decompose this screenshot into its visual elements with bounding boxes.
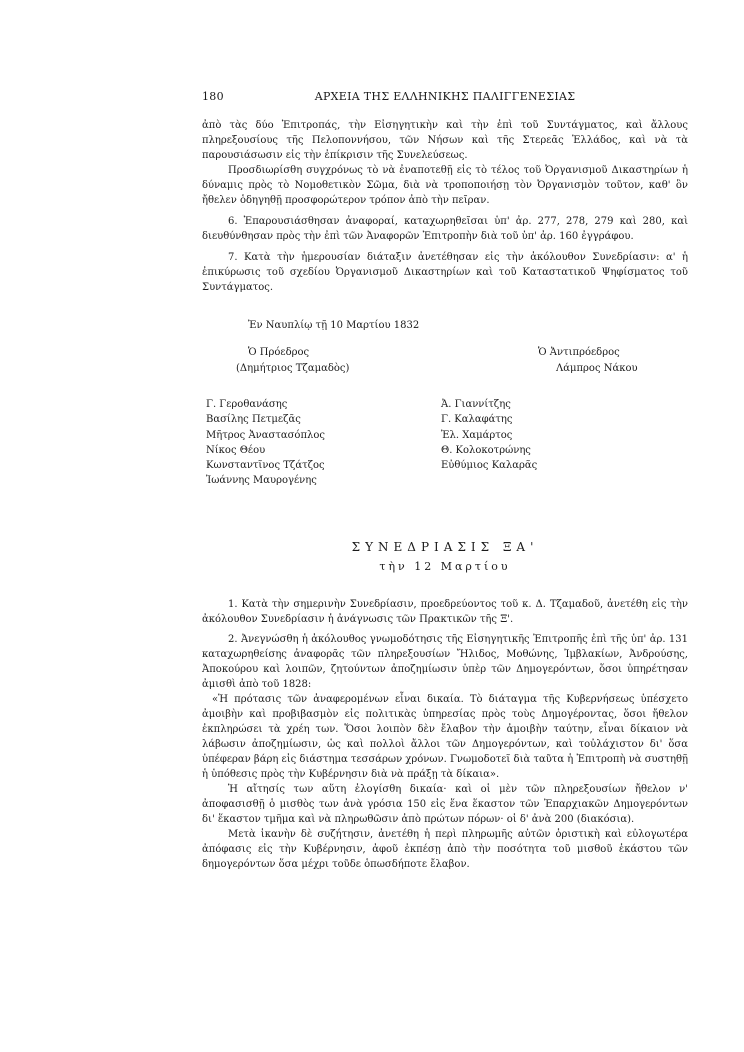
signatory: Θ. Κολοκοτρώνης bbox=[441, 444, 531, 456]
paragraph: Προσδιωρίσθη συγχρόνως τὸ νὰ ἐναποτεθῇ εἰς τὸ τέλος τοῦ Ὀργανισμοῦ Δικαστηρίων ἡ δύναμις πρὸς τὸ Νομοθετικὸν Σῶμα, διὰ νὰ τροποποιήσῃ τὸν Ὀργανισμὸν τοῦτον, καθ' ὃν ἤθελεν ὁδηγηθῇ προσφορώτερον τρόπον ἀπὸ τὴν πεῖραν. bbox=[202, 165, 688, 206]
paragraph: 1. Κατὰ τὴν σημερινὴν Συνεδρίασιν, προεδρεύοντος τοῦ κ. Δ. Τζαμαδοῦ, ἀνετέθη εἰς τὴν ἀκόλουθον Συνεδρίασιν ἡ ἀνάγνωσις τῶν Πρακτικῶν τῆς Ξ'. bbox=[202, 599, 688, 625]
signatory: Κωνσταντῖνος Τζάτζος bbox=[206, 460, 325, 472]
vice-president-title: Ὁ Ἀντιπρόεδρος bbox=[538, 347, 620, 358]
paragraph: ἀπὸ τὰς δύο Ἐπιτροπάς, τὴν Εἰσηγητικὴν καὶ τὴν ἐπὶ τοῦ Συντάγματος, καὶ ἄλλους πληρεξουσίους τῆς Πελοποννήσου, τῶν Νήσων καὶ τῆς Στερεᾶς Ἑλλάδος, καὶ νὰ τὰ παρουσιάσωσιν εἰς τὴν ἐπίκρισιν τῆς Συνελεύσεως. bbox=[202, 120, 688, 161]
place-date: Ἐν Ναυπλίῳ τῇ 10 Μαρτίου 1832 bbox=[248, 320, 420, 331]
signatory: Ἐλ. Χαμάρτος bbox=[441, 429, 513, 441]
signatory: Γ. Γεροθανάσης bbox=[206, 399, 288, 410]
signatories-left bbox=[206, 397, 325, 489]
signatory: Βασίλης Πετμεζᾶς bbox=[206, 414, 301, 426]
paragraph: Μετὰ ἱκανὴν δὲ συζήτησιν, ἀνετέθη ἡ περὶ πληρωμῆς αὐτῶν ὁριστικὴ καὶ εὐλογωτέρα ἀπόφασις εἰς τὴν Κυβέρνησιν, ἀφοῦ ἐκπέσῃ ἀπὸ τὴν ποσότητα τοῦ μισθοῦ ἑκάστου τῶν δημογερόντων ὅσα μέχρι τοῦδε ὁπωσδήποτε ἔλαβον. bbox=[202, 829, 688, 870]
vice-president-name: Λάμπρος Νάκου bbox=[556, 363, 638, 374]
paragraph: 7. Κατὰ τὴν ἡμερουσίαν διάταξιν ἀνετέθησαν εἰς τὴν ἀκόλουθον Συνεδρίασιν: α' ἡ ἐπικύρωσις τοῦ σχεδίου Ὀργανισμοῦ Δικαστηρίων καὶ τοῦ Καταστατικοῦ Ψηφίσματος τοῦ Συντάγματος. bbox=[202, 252, 688, 293]
session-title: ΣΥΝΕΔΡΙΑΣΙΣ ΞΑ' bbox=[351, 540, 539, 554]
signatory: Ἰωάννης Μαυρογένης bbox=[206, 475, 317, 487]
president-name: (Δημήτριος Τζαμαδὸς) bbox=[236, 363, 350, 374]
minutes-continuation bbox=[202, 118, 688, 295]
signatory: Νίκος Θέου bbox=[206, 444, 266, 456]
paragraph: 2. Ἀνεγνώσθη ἡ ἀκόλουθος γνωμοδότησις τῆς Εἰσηγητικῆς Ἐπιτροπῆς ἐπὶ τῆς ὑπ' ἀρ. 131 καταχωρηθείσης ἀναφορᾶς τῶν πληρεξουσίων Ἤλιδος, Μοθώνης, Ἰμβλακίων, Ἀνδρούσης, Ἀποκούρου καὶ λοιπῶν, ζητούντων ἀποζημίωσιν ὑπὲρ τῶν Δημογερόντων, ὅσοι ὑπηρέτησαν ἀμισθὶ ἀπὸ τοῦ 1828: bbox=[202, 634, 688, 690]
running-title: ΑΡΧΕΙΑ ΤΗΣ ΕΛΛΗΝΙΚΗΣ ΠΑΛΙΓΓΕΝΕΣΙΑΣ bbox=[314, 90, 576, 103]
signatory: Εὐθύμιος Καλαρᾶς bbox=[441, 460, 538, 472]
paragraph: 6. Ἐπαρουσιάσθησαν ἀναφοραί, καταχωρηθεῖσαι ὑπ' ἀρ. 277, 278, 279 καὶ 280, καὶ διευθύνθησαν πρὸς τὴν ἐπὶ τῶν Ἀναφορῶν Ἐπιτροπὴν διὰ τοῦ ὑπ' ἀρ. 160 ἐγγράφου. bbox=[202, 216, 688, 242]
signatory: Γ. Καλαφάτης bbox=[441, 414, 513, 426]
president-title: Ὁ Πρόεδρος bbox=[248, 347, 310, 358]
session-date: τὴν 12 Μαρτίου bbox=[379, 560, 511, 573]
paragraph: Ἡ αἴτησίς των αὕτη ἐλογίσθη δικαία· καὶ οἱ μὲν τῶν πληρεξουσίων ἤθελον ν' ἀποφασισθῇ ὁ μισθὸς των ἀνὰ γρόσια 150 εἰς ἕνα ἕκαστον τῶν Ἐπαρχιακῶν Δημογερόντων δι' ἕκαστον τμῆμα καὶ νὰ πληρωθῶσιν ἀπὸ πρώτων πόρων· οἱ δ' ἀνὰ 200 (διακόσια). bbox=[202, 784, 688, 825]
signatories-right bbox=[441, 397, 537, 473]
signatory: Ἀ. Γιαννίτζης bbox=[441, 399, 511, 410]
signatory: Μῆτρος Ἀναστασόπλος bbox=[206, 429, 325, 441]
page-number: 180 bbox=[202, 90, 224, 103]
committee-opinion-quote: «Ἡ πρότασις τῶν ἀναφερομένων εἶναι δικαία. Τὸ διάταγμα τῆς Κυβερνήσεως ὑπέσχετο ἀμοιβὴν καὶ προβιβασμὸν εἰς πολιτικὰς ὑπηρεσίας πρὸς τοὺς Δημογέροντας, ὅσοι ἤθελον ἐκπληρώσει τὰ χρέη των. Ὅσοι λοιπὸν δὲν ἔλαβον τὴν ἀμοιβὴν ταύτην, εἶναι δίκαιον νὰ λάβωσιν ἀποζημίωσιν, ὡς καὶ πολλοὶ ἄλλοι τῶν Δημογερόντων, καὶ τοὐλάχιστον δι' ὅσα ὑπέφεραν βάρη εἰς διάστημα τεσσάρων χρόνων. Γνωμοδοτεῖ διὰ ταῦτα ἡ Ἐπιτροπὴ νὰ συστηθῇ ἡ ὑπόθεσις πρὸς τὴν Κυβέρνησιν διὰ νὰ πράξῃ τὰ δίκαια». bbox=[202, 694, 688, 780]
session-minutes bbox=[202, 597, 688, 872]
